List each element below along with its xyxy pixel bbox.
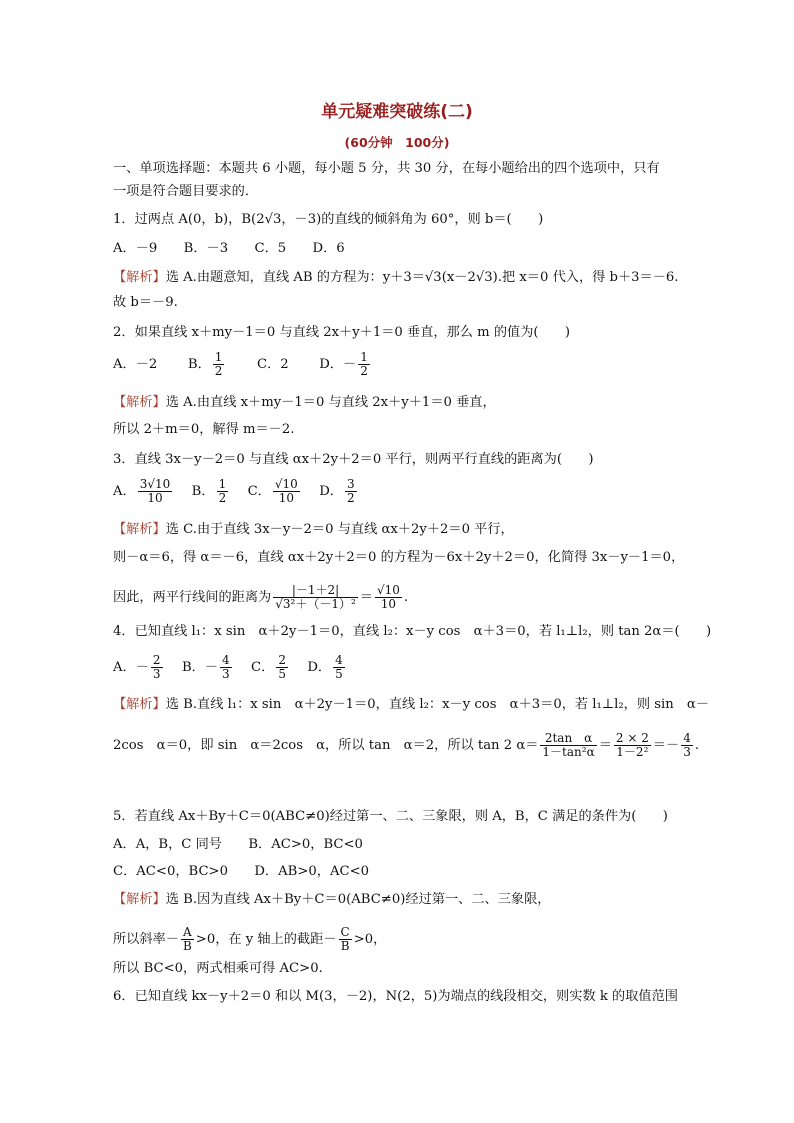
q5-solution-line3: 所以 BC<0，两式相乘可得 AC>0. (113, 961, 323, 976)
q2-solution-line1 (113, 394, 703, 412)
q4-option-c-fraction (276, 654, 288, 681)
q1-solution-text: 选 A.由题意知，直线 AB 的方程为：y＋3＝√3(x－2√3).把 x＝0 代入，得 b＋3＝－6. (165, 270, 679, 285)
q2-stem: 2．如果直线 x＋my－1＝0 与直线 2x＋y＋1＝0 垂直，那么 m 的值为( ) (113, 325, 571, 340)
fraction-numerator: √10 (274, 477, 298, 491)
fraction-numerator: A (181, 926, 194, 940)
fraction-numerator: 4 (222, 653, 230, 667)
section-heading-line1: 一、单项选择题：本题共 6 小题，每小题 5 分，共 30 分，在每小题给出的四个选项中，只有 (113, 161, 660, 176)
q3-option-a: A． (113, 484, 136, 499)
q4-option-a-fraction (151, 654, 163, 681)
fraction-numerator: 4 (335, 653, 343, 667)
q3-solution-text: 选 C.由于直线 3x－y－2＝0 与直线 αx＋2y＋2＝0 平行， (165, 522, 514, 537)
q3-distance-label: 因此，两平行线间的距离为 (113, 590, 272, 605)
q5-intercept-label: >0，在 y 轴上的截距－ (195, 932, 337, 947)
q4-fraction-2 (614, 732, 651, 759)
fraction-denominator: √3²＋（－1）² (275, 597, 356, 611)
q2-solution-text: 选 A.由直线 x＋my－1＝0 与直线 2x＋y＋1＝0 垂直， (165, 395, 496, 410)
q5-slope-fraction (181, 926, 194, 953)
q2-options (113, 351, 703, 378)
q3-option-c: C． (247, 484, 271, 499)
q3-stem: 3．直线 3x－y－2＝0 与直线 αx＋2y＋2＝0 平行，则两平行直线的距离为( ) (113, 452, 594, 467)
q3-solution-line3 (113, 584, 703, 611)
q4-option-a: A．－ (113, 660, 149, 675)
fraction-denominator: 2 (218, 491, 227, 505)
minus-sign: － (666, 738, 680, 753)
solution-tag: 【解析】 (113, 522, 166, 537)
fraction-denominator: 3 (222, 667, 230, 681)
q2-option-b-fraction (213, 351, 225, 378)
q5-options-line1: A．A，B，C 同号 B．AC>0，BC<0 (113, 837, 363, 852)
q1-options: A．－9 B．－3 C．5 D．6 (113, 241, 345, 256)
fraction-numerator: |－1＋2| (273, 584, 358, 598)
q3-option-b: B． (191, 484, 215, 499)
q5-intercept-fraction (339, 926, 352, 953)
q4-solution-line1 (113, 696, 710, 714)
q5-solution-line2 (113, 926, 703, 953)
q4-solution-text: 选 B.直线 l₁：x sin α＋2y－1＝0，直线 l₂：x－y cos α＋3＝0，若 l₁⊥l₂，则 sin α－ (165, 697, 710, 712)
q5-slope-label: 所以斜率－ (113, 932, 179, 947)
solution-tag: 【解析】 (113, 270, 166, 285)
q4-option-c: C． (251, 660, 275, 675)
q4-stem: 4．已知直线 l₁：x sin α＋2y－1＝0，直线 l₂：x－y cos α＋3＝0，若 l₁⊥l₂，则 tan 2α＝( ) (113, 624, 712, 639)
q2-option-d: D．－ (319, 357, 357, 372)
q5-stem: 5．若直线 Ax＋By＋C＝0(ABC≠0)经过第一、二、三象限，则 A，B，C 满足的条件为( ) (113, 809, 668, 824)
q3-solution-line2: 则－α＝6，得 α＝－6，直线 αx＋2y＋2＝0 的方程为－6x＋2y＋2＝0，化简得 3x－y－1＝0， (113, 550, 685, 565)
q5-solution-line1 (113, 891, 703, 909)
q3-option-d: D． (319, 484, 343, 499)
q5-options-line2: C．AC<0，BC>0 D．AB>0，AC<0 (113, 864, 370, 879)
solution-tag: 【解析】 (113, 892, 166, 907)
fraction-numerator: 1 (218, 477, 227, 491)
fraction-numerator: 1 (360, 350, 368, 364)
fraction-numerator: 2 × 2 (615, 731, 649, 745)
fraction-denominator: 10 (380, 597, 397, 611)
equals-sign: ＝ (598, 738, 612, 753)
fraction-denominator: 1－tan²α (542, 745, 595, 759)
fraction-numerator: 1 (214, 350, 223, 364)
fraction-denominator: 2 (214, 364, 223, 378)
q5-solution-tail: >0， (353, 932, 387, 947)
fraction-denominator: 3 (152, 667, 161, 681)
q4-option-d: D． (307, 660, 332, 675)
q3-distance-result (375, 584, 402, 611)
fraction-numerator: 2tan α (540, 732, 596, 746)
q1-stem: 1．过两点 A(0，b)，B(2√3，－3)的直线的倾斜角为 60°，则 b＝( ) (113, 212, 544, 227)
fraction-denominator: 5 (335, 667, 343, 681)
equals-sign: ＝ (359, 590, 373, 605)
period: . (694, 738, 700, 753)
fraction-denominator: 2 (346, 491, 355, 505)
fraction-numerator: 4 (683, 731, 691, 745)
fraction-denominator: 1－2² (616, 745, 649, 759)
q4-solution-text2: 2cos α＝0，即 sin α＝2cos α，所以 tan α＝2，所以 tan 2 α＝ (113, 738, 539, 753)
q2-option-d-fraction (358, 351, 370, 378)
q3-solution-line1 (113, 521, 703, 539)
q4-fraction-1 (540, 732, 596, 759)
fraction-numerator: 2 (152, 653, 161, 667)
equals-sign: ＝ (652, 738, 667, 753)
q3-distance-fraction (273, 584, 358, 611)
q3-options (113, 478, 703, 505)
q4-fraction-3 (681, 732, 693, 759)
fraction-denominator: B (340, 939, 350, 953)
q4-solution-line2 (113, 732, 703, 759)
q3-option-d-fraction (345, 478, 357, 505)
section-heading-line2: 一项是符合题目要求的． (113, 184, 259, 199)
fraction-denominator: 10 (278, 491, 294, 505)
fraction-numerator: √10 (376, 583, 400, 597)
q2-solution-line2: 所以 2＋m＝0，解得 m＝－2. (113, 422, 295, 437)
q2-option-b: B． (187, 357, 211, 372)
q3-option-a-fraction (138, 478, 173, 505)
fraction-denominator: 10 (147, 491, 163, 505)
q4-option-b-fraction (220, 654, 232, 681)
q6-stem: 6．已知直线 kx－y＋2＝0 和以 M(3，－2)，N(2，5)为端点的线段相交，则实数 k 的取值范围 (113, 989, 678, 1004)
q5-solution-text: 选 B.因为直线 Ax＋By＋C＝0(ABC≠0)经过第一、二、三象限， (165, 892, 551, 907)
fraction-denominator: B (182, 939, 192, 953)
solution-tag: 【解析】 (113, 697, 166, 712)
q4-option-d-fraction (333, 654, 345, 681)
fraction-numerator: 2 (278, 653, 286, 667)
page-title: 单元疑难突破练(二) (321, 102, 473, 122)
q1-solution-line1 (113, 269, 703, 287)
q1-solution-line2: 故 b＝－9. (113, 295, 178, 310)
q3-option-b-fraction (217, 478, 229, 505)
fraction-denominator: 3 (683, 745, 691, 759)
fraction-numerator: 3 (346, 477, 355, 491)
fraction-denominator: 2 (360, 364, 368, 378)
q4-option-b: B．－ (181, 660, 219, 675)
fraction-numerator: 3√10 (139, 477, 171, 491)
q3-option-c-fraction (273, 478, 300, 505)
q4-options (113, 654, 703, 681)
period: . (403, 590, 409, 605)
q2-option-c: C．2 (256, 357, 289, 372)
q2-option-a: A．－2 (113, 357, 158, 372)
fraction-denominator: 5 (278, 667, 286, 681)
fraction-numerator: C (340, 925, 350, 939)
page-subtitle: (60分钟 100分) (344, 135, 450, 150)
solution-tag: 【解析】 (113, 395, 166, 410)
